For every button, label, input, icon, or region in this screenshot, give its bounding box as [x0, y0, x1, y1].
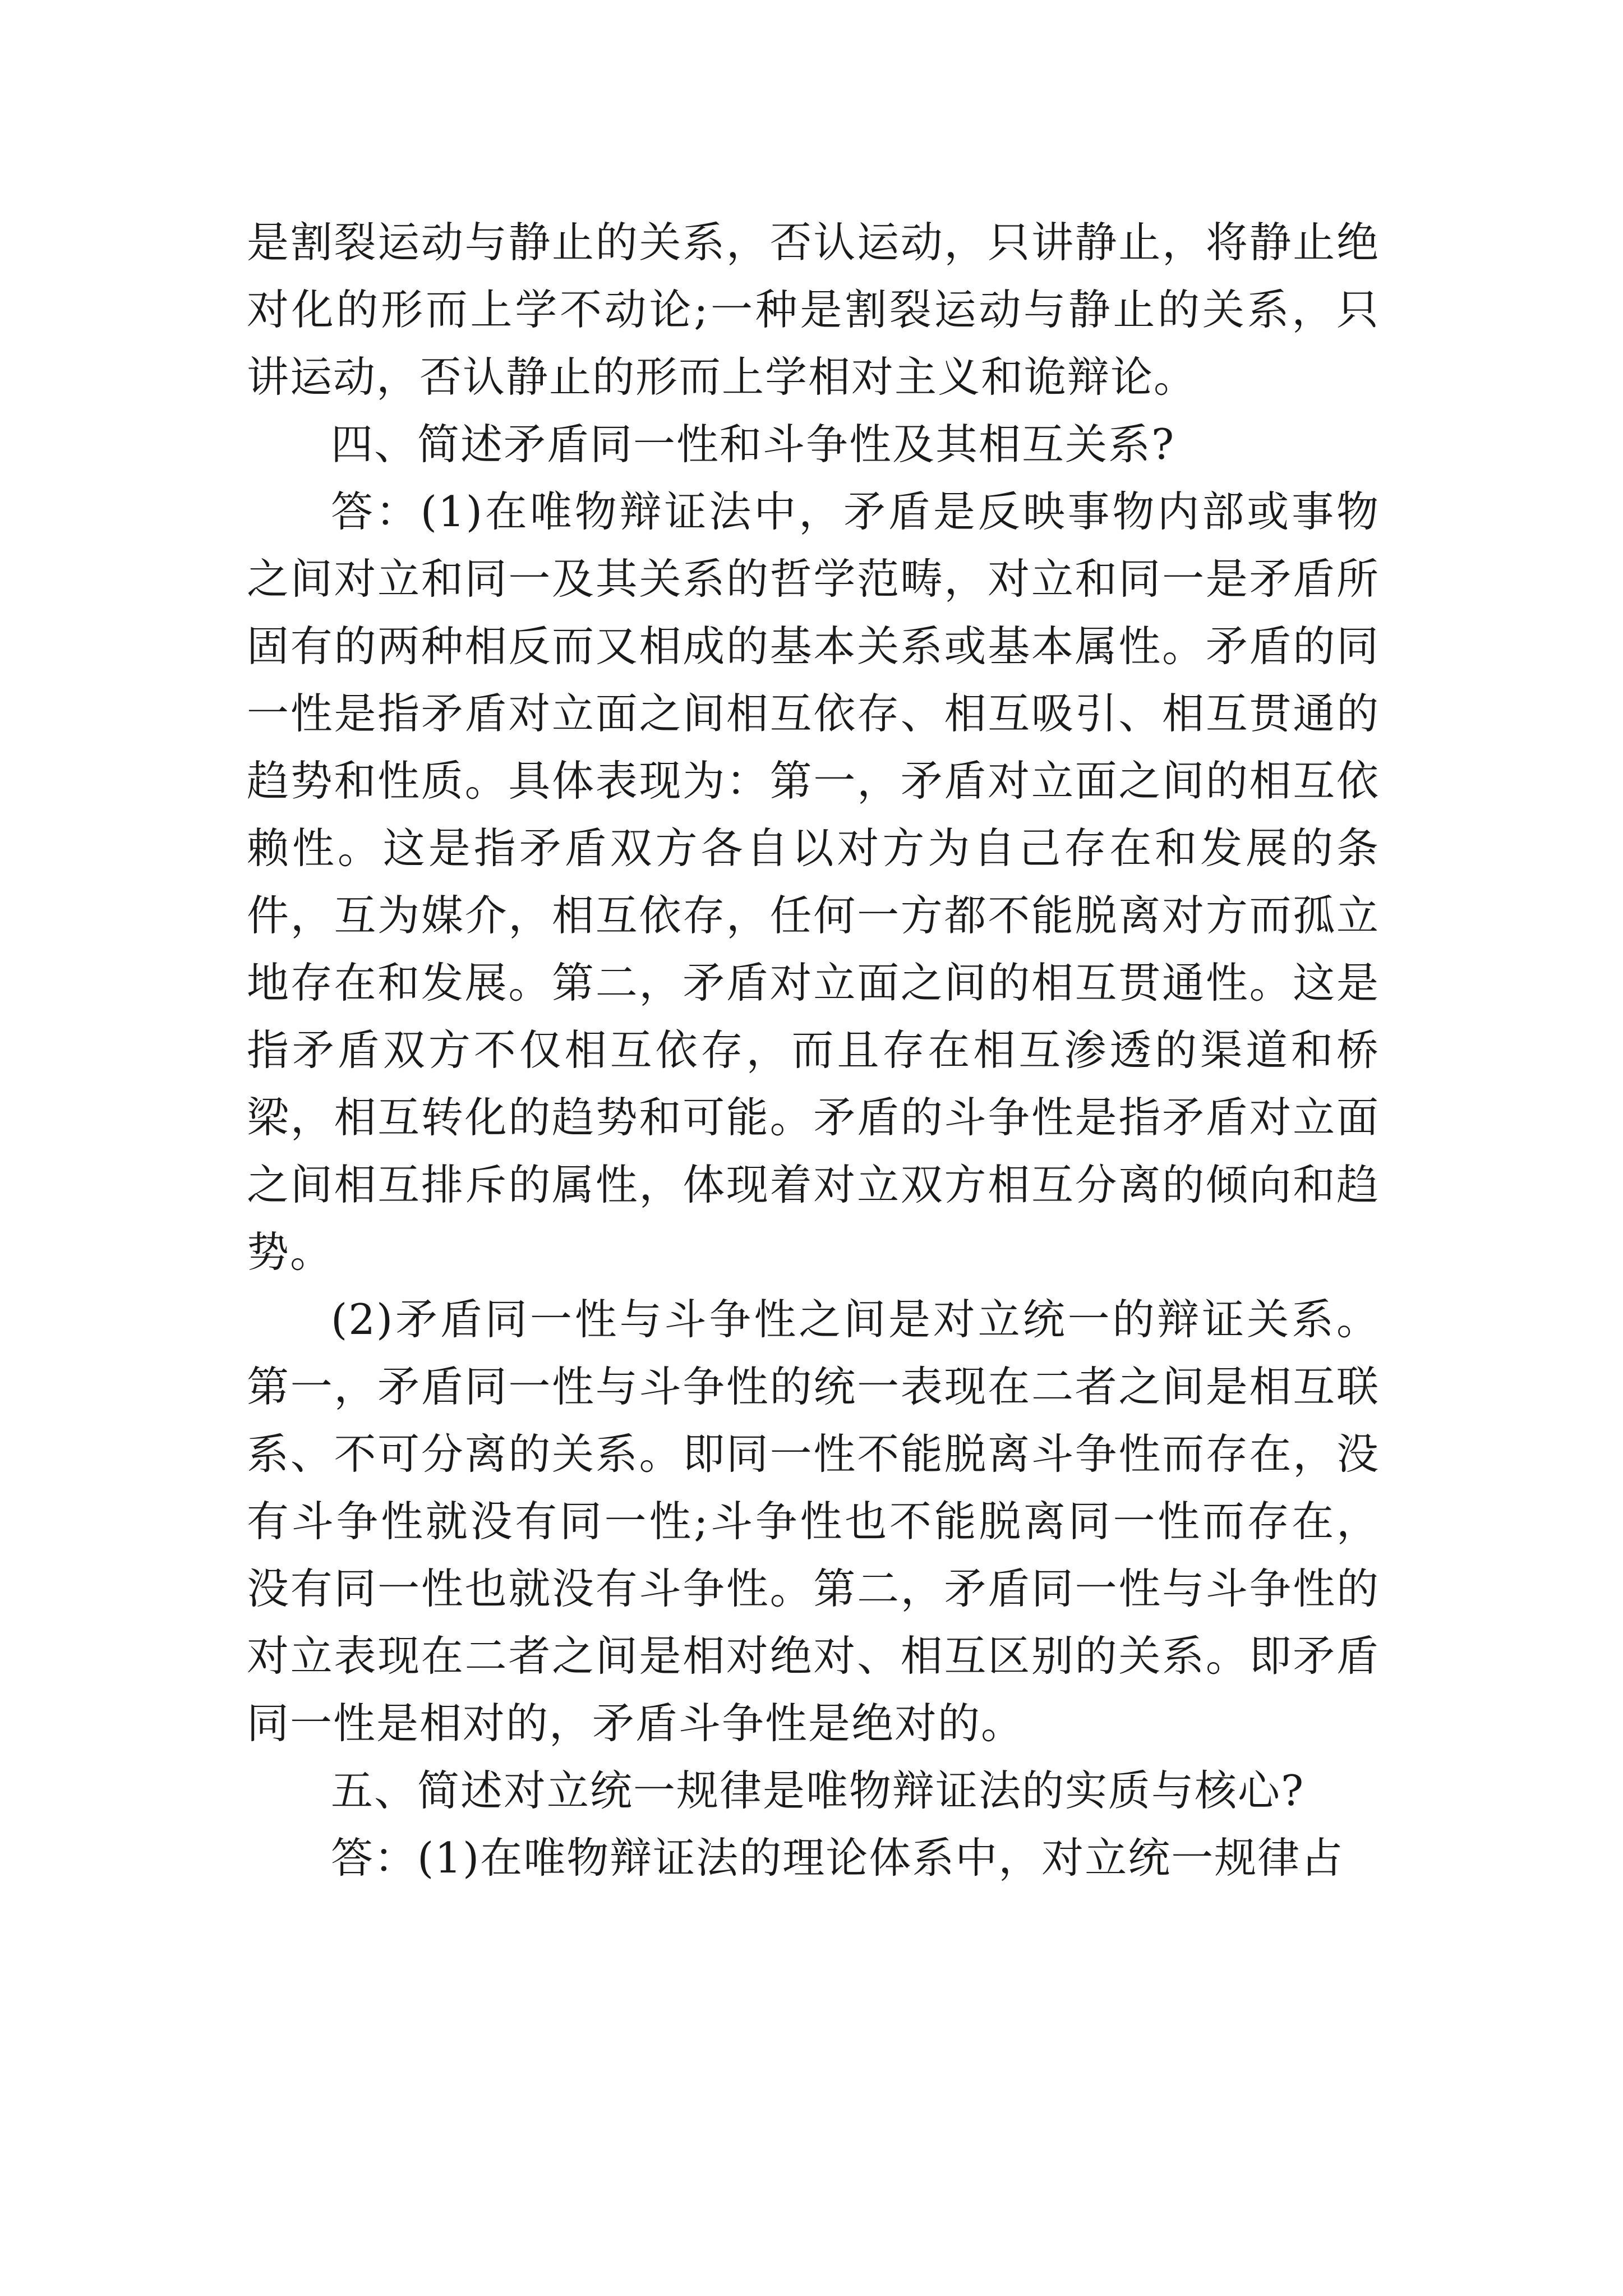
paragraph-continuation: 是割裂运动与静止的关系，否认运动，只讲静止，将静止绝对化的形而上学不动论;一种是割裂运动与静止的关系，只讲运动，否认静止的形而上学相对主义和诡辩论。	[247, 218, 1380, 402]
question-four-heading: 四、简述矛盾同一性和斗争性及其相互关系?	[331, 420, 1175, 469]
answer-four-part-one: 答：(1)在唯物辩证法中，矛盾是反映事物内部或事物之间对立和同一及其关系的哲学范畴，对立和同一是矛盾所固有的两种相反而又相成的基本关系或基本属性。矛盾的同一性是指矛盾对立面之间相互依存、相互吸引、相互贯通的趋势和性质。具体表现为：第一，矛盾对立面之间的相互依赖性。这是指矛盾双方各自以对方为自己存在和发展的条件，互为媒介，相互依存，任何一方都不能脱离对方而孤立地存在和发展。第二，矛盾对立面之间的相互贯通性。这是指矛盾双方不仅相互依存，而且存在相互渗透的渠道和桥梁，相互转化的趋势和可能。矛盾的斗争性是指矛盾对立面之间相互排斥的属性，体现着对立双方相互分离的倾向和趋势。	[247, 487, 1380, 1277]
answer-five-part-one: 答：(1)在唯物辩证法的理论体系中，对立统一规律占	[331, 1833, 1344, 1883]
document-body	[247, 209, 1380, 1892]
question-five-heading: 五、简述对立统一规律是唯物辩证法的实质与核心?	[331, 1766, 1305, 1815]
answer-four-part-two: (2)矛盾同一性与斗争性之间是对立统一的辩证关系。第一，矛盾同一性与斗争性的统一表现在二者之间是相互联系、不可分离的关系。即同一性不能脱离斗争性而存在，没有斗争性就没有同一性;斗争性也不能脱离同一性而存在，没有同一性也就没有斗争性。第二，矛盾同一性与斗争性的对立表现在二者之间是相对绝对、相互区别的关系。即矛盾同一性是相对的，矛盾斗争性是绝对的。	[247, 1295, 1380, 1748]
